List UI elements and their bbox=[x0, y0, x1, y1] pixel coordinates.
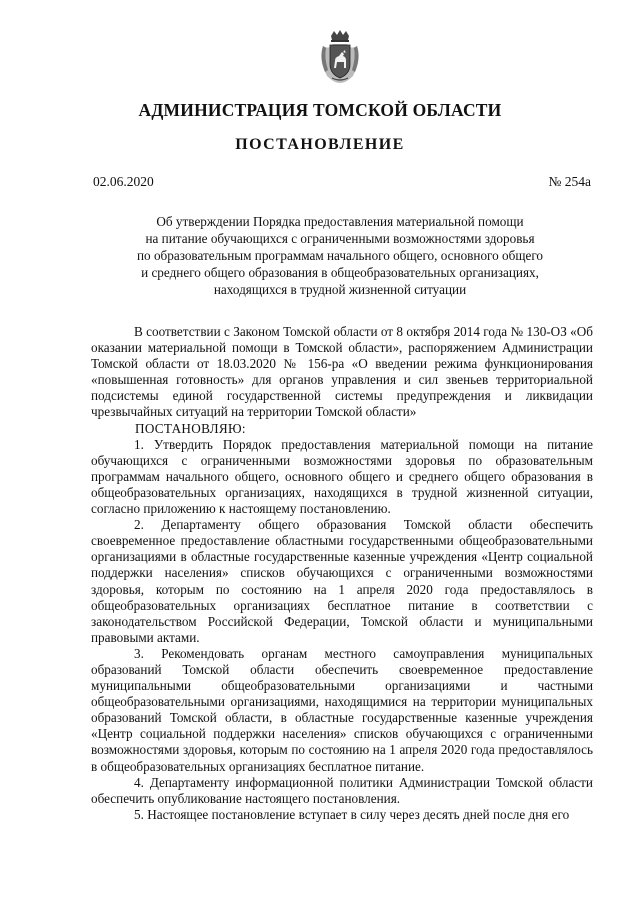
subject-line: на питание обучающихся с ограниченными возможностями здоровья bbox=[145, 231, 535, 246]
preamble-paragraph: В соответствии с Законом Томской области от 8 октября 2014 года № 130-ОЗ «Об оказании материальной помощи в Томской области», распоряжением Администрации Томской области от 18.03.2020 № 156-ра «О введении режима функционирования «повышенная готовность» для органов управления и сил звеньев территориальной подсистемы единой государственной системы предупреждения и ликвидации чрезвычайных ситуаций на территории Томской области» bbox=[91, 324, 593, 420]
resolution-keyword: ПОСТАНОВЛЯЮ: bbox=[135, 420, 246, 436]
body-paragraph: 1. Утвердить Порядок предоставления материальной помощи на питание обучающихся с ограниченными возможностями здоровья по образовательным программам начального общего, основного общего и среднего общего образования в общеобразовательных организациях, находящихся в трудной жизненной ситуации, согласно приложению к настоящему постановлению. bbox=[91, 436, 593, 517]
tomsk-coat-of-arms-icon bbox=[317, 28, 363, 84]
body-paragraph: 4. Департаменту информационной политики Администрации Томской области обеспечить опубликование настоящего постановления. bbox=[91, 774, 593, 806]
body-paragraph: 5. Настоящее постановление вступает в силу через десять дней после дня его bbox=[134, 806, 570, 822]
organization-title: АДМИНИСТРАЦИЯ ТОМСКОЙ ОБЛАСТИ bbox=[138, 100, 502, 120]
document-date: 02.06.2020 bbox=[93, 174, 154, 189]
document-number: № 254а bbox=[548, 174, 591, 189]
subject-line: Об утверждении Порядка предоставления материальной помощи bbox=[156, 214, 524, 229]
body-paragraph: 2. Департаменту общего образования Томской области обеспечить своевременное предоставление областными государственными общеобразовательными организациями в областные государственные казенные учреждения «Центр социальной поддержки населения» списков обучающихся с ограниченными возможностями здоровья, которым по состоянию на 1 апреля 2020 года предоставлялось в общеобразовательных организациях бесплатное питание в соответствии с законодательством Российской Федерации, Томской области и муниципальными правовыми актами. bbox=[91, 517, 593, 645]
body-paragraph: 3. Рекомендовать органам местного самоуправления муниципальных образований Томской области обеспечить своевременное предоставление муниципальными общеобразовательными организациями и частными общеобразовательными организациями, находящимися на территории муниципальных образований Томской области, в областные государственные казенные учреждения «Центр социальной поддержки населения» списков обучающихся с ограниченными возможностями здоровья, которым по состоянию на 1 апреля 2020 года предоставлялось в общеобразовательных организациях бесплатное питание. bbox=[91, 645, 593, 774]
subject-line: и среднего общего образования в общеобразовательных организациях, bbox=[141, 265, 539, 280]
document-subject bbox=[90, 213, 590, 298]
document-type: ПОСТАНОВЛЕНИЕ bbox=[235, 136, 405, 153]
subject-line: находящихся в трудной жизненной ситуации bbox=[213, 282, 467, 297]
document-body bbox=[91, 324, 593, 823]
subject-line: по образовательным программам начального общего, основного общего bbox=[137, 248, 543, 263]
